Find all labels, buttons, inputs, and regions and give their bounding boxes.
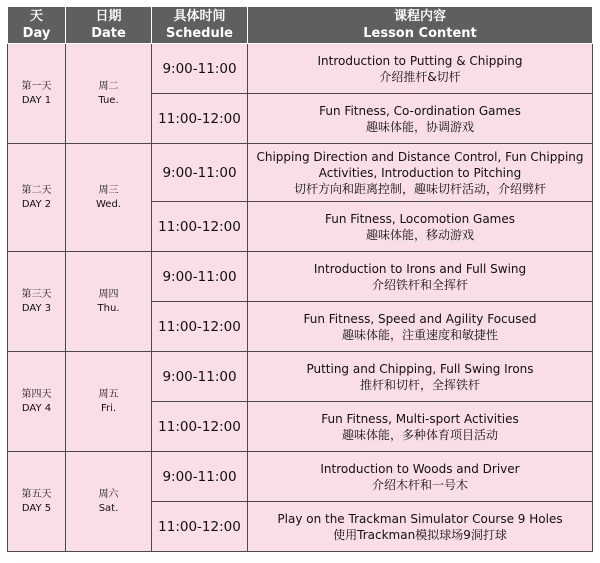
lesson-en: Fun Fitness, Co-ordination Games <box>319 103 521 118</box>
header-lesson <box>248 7 593 44</box>
lesson-cell <box>248 352 593 402</box>
lesson-en: Chipping Direction and Distance Control, Fun Chipping Activities, Introduction to Pitching <box>256 149 584 180</box>
date-zh: 周三 <box>98 184 119 196</box>
date-zh: 周四 <box>98 288 119 300</box>
day-zh: 第一天 <box>21 80 52 92</box>
date-en: Sat. <box>98 502 119 514</box>
lesson-zh: 趣味体能，多种体育项目活动 <box>341 427 498 442</box>
header-schedule-zh: 具体时间 <box>173 9 226 24</box>
day-zh: 第五天 <box>21 488 52 500</box>
header-day-zh: 天 <box>29 9 43 24</box>
table-row <box>8 352 593 402</box>
lesson-en: Introduction to Putting & Chipping <box>317 53 523 68</box>
date-cell <box>66 144 152 252</box>
header-day <box>8 7 66 44</box>
day-en: DAY 5 <box>21 502 52 514</box>
time-cell: 11:00-12:00 <box>152 402 248 452</box>
date-cell <box>66 44 152 144</box>
time-cell: 11:00-12:00 <box>152 94 248 144</box>
date-en: Thu. <box>97 302 120 314</box>
schedule-container <box>7 6 592 552</box>
lesson-cell <box>248 94 593 144</box>
lesson-zh: 使用Trackman模拟球场9洞打球 <box>333 527 507 542</box>
day-cell <box>8 452 66 552</box>
schedule-table <box>7 6 593 552</box>
date-cell <box>66 452 152 552</box>
lesson-cell <box>248 502 593 552</box>
lesson-zh: 趣味体能，注重速度和敏捷性 <box>341 327 498 342</box>
lesson-en: Putting and Chipping, Full Swing Irons <box>306 361 534 376</box>
day-en: DAY 4 <box>21 402 52 414</box>
table-row <box>8 452 593 502</box>
time-cell: 9:00-11:00 <box>152 352 248 402</box>
header-schedule-en: Schedule <box>166 26 233 41</box>
date-zh: 周五 <box>98 388 119 400</box>
day-cell <box>8 352 66 452</box>
day-en: DAY 2 <box>21 198 52 210</box>
header-schedule <box>152 7 248 44</box>
header-lesson-zh: 课程内容 <box>393 9 446 24</box>
day-cell <box>8 44 66 144</box>
date-zh: 周六 <box>98 488 119 500</box>
time-cell: 9:00-11:00 <box>152 144 248 202</box>
day-en: DAY 1 <box>21 94 52 106</box>
lesson-zh: 介绍木杆和一号木 <box>371 477 468 492</box>
header-day-en: Day <box>22 26 51 41</box>
time-cell: 11:00-12:00 <box>152 202 248 252</box>
header-date <box>66 7 152 44</box>
lesson-zh: 介绍铁杆和全挥杆 <box>371 277 468 292</box>
header-date-en: Date <box>91 26 126 41</box>
day-cell <box>8 144 66 252</box>
lesson-cell <box>248 44 593 94</box>
day-zh: 第二天 <box>21 184 52 196</box>
day-zh: 第四天 <box>21 388 52 400</box>
lesson-cell <box>248 252 593 302</box>
date-en: Tue. <box>98 94 119 106</box>
lesson-en: Fun Fitness, Locomotion Games <box>324 211 516 226</box>
time-cell: 11:00-12:00 <box>152 302 248 352</box>
lesson-zh: 趣味体能，协调游戏 <box>365 119 474 134</box>
time-cell: 11:00-12:00 <box>152 502 248 552</box>
table-row <box>8 144 593 202</box>
lesson-cell <box>248 202 593 252</box>
lesson-cell <box>248 144 593 202</box>
time-cell: 9:00-11:00 <box>152 452 248 502</box>
lesson-en: Introduction to Irons and Full Swing <box>313 261 527 276</box>
lesson-cell <box>248 402 593 452</box>
time-cell: 9:00-11:00 <box>152 252 248 302</box>
date-en: Fri. <box>100 402 117 414</box>
date-en: Wed. <box>96 198 121 210</box>
lesson-cell <box>248 452 593 502</box>
lesson-zh: 推杆和切杆，全挥铁杆 <box>359 377 480 392</box>
date-cell <box>66 352 152 452</box>
lesson-en: Fun Fitness, Multi-sport Activities <box>321 411 519 426</box>
day-en: DAY 3 <box>21 302 52 314</box>
header-date-zh: 日期 <box>95 9 122 24</box>
day-cell <box>8 252 66 352</box>
lesson-en: Play on the Trackman Simulator Course 9 Holes <box>277 511 563 526</box>
table-row <box>8 252 593 302</box>
header-row <box>8 7 593 44</box>
lesson-en: Fun Fitness, Speed and Agility Focused <box>303 311 537 326</box>
lesson-en: Introduction to Woods and Driver <box>320 461 520 476</box>
date-zh: 周二 <box>98 80 119 92</box>
table-row <box>8 44 593 94</box>
lesson-zh: 切杆方向和距离控制，趣味切杆活动，介绍劈杆 <box>293 181 546 196</box>
date-cell <box>66 252 152 352</box>
header-lesson-en: Lesson Content <box>363 26 477 41</box>
lesson-zh: 趣味体能，移动游戏 <box>365 227 474 242</box>
lesson-cell <box>248 302 593 352</box>
lesson-zh: 介绍推杆&切杆 <box>379 69 461 84</box>
day-zh: 第三天 <box>21 288 52 300</box>
time-cell: 9:00-11:00 <box>152 44 248 94</box>
